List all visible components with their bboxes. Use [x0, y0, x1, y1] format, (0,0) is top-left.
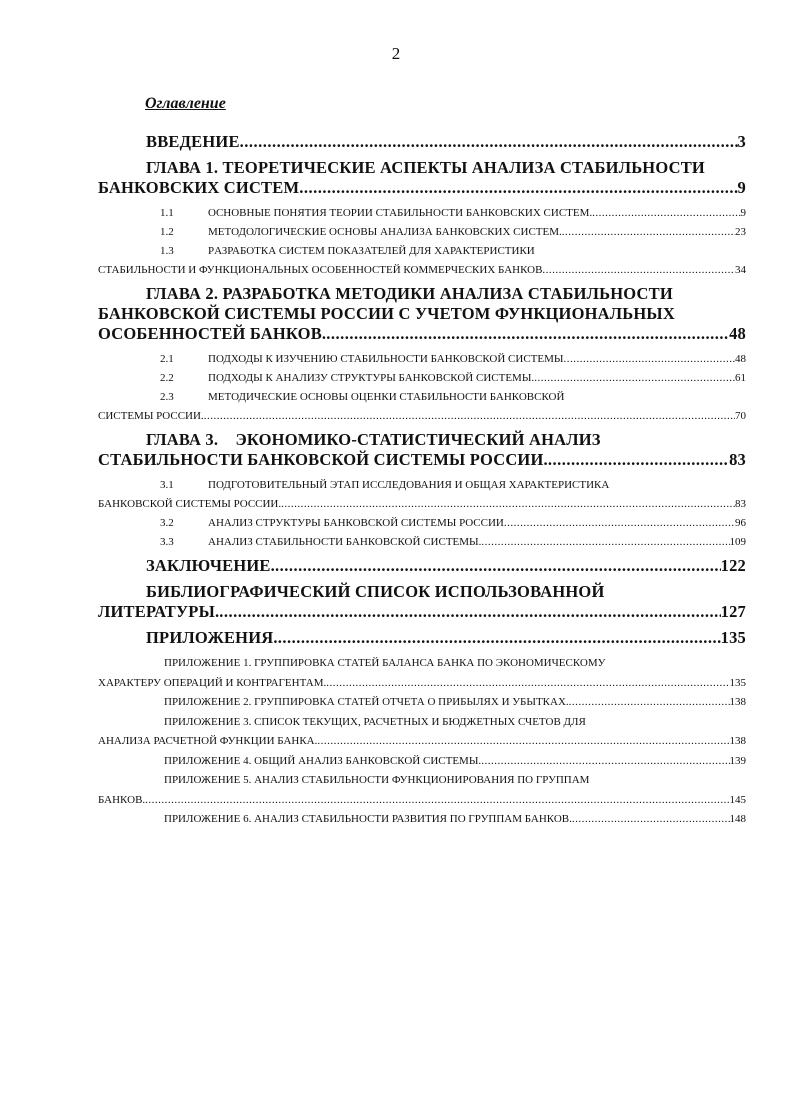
toc-page-number: 9 [737, 178, 746, 197]
toc-entry-title-line-2: банковской системы России. [98, 494, 282, 511]
leader-dots [219, 602, 720, 622]
toc-entry-title-line-1: Приложение 1. Группировка статей баланса банка по экономическому [164, 653, 606, 670]
toc-entry-appendix-4[interactable] [98, 750, 746, 770]
toc-entry-title-line-3: ОСОБЕННОСТЕЙ БАНКОВ. [98, 324, 327, 343]
section-number: 3.1 [160, 475, 174, 492]
toc-page-number: 23 [735, 222, 746, 239]
toc-entry-title: Методологические основы анализа банковских систем. [208, 222, 562, 239]
toc-entry-title: Анализ структуры банковской системы России [208, 513, 504, 530]
toc-entry-appendices[interactable] [98, 628, 746, 648]
toc-entry-title: Анализ стабильности банковской системы. [208, 532, 482, 549]
toc-page-number: 61 [735, 368, 746, 385]
toc-entry-section-2-2[interactable] [98, 367, 746, 386]
toc-entry-appendix-5[interactable] [98, 769, 746, 808]
toc-entry-title: ПРИЛОЖЕНИЯ. [146, 628, 278, 647]
leader-dots [145, 789, 729, 809]
toc-page-number: 48 [735, 349, 746, 366]
toc-entry-title-line-2: характеру операций и контрагентам. [98, 672, 327, 690]
leader-dots [481, 750, 729, 770]
toc-entry-title-line-2: анализа расчетной функции банка. [98, 731, 318, 748]
toc-page-number: 96 [735, 513, 746, 530]
toc-page-number: 145 [729, 789, 746, 807]
toc-entry-title-line-1: Разработка систем показателей для характеристики [208, 241, 535, 258]
section-number: 3.2 [160, 513, 174, 530]
leader-dots [204, 405, 735, 424]
toc-entry-title-line-1: ГЛАВА 2. РАЗРАБОТКА МЕТОДИКИ АНАЛИЗА СТАБИЛЬНОСТИ [146, 284, 673, 303]
section-number: 3.3 [160, 532, 174, 549]
toc-entry-title-line-2: стабильности и функциональных особенностей коммерческих банков [98, 260, 543, 277]
toc-entry-title: Подходы к анализу структуры банковской системы. [208, 368, 535, 385]
toc-entry-section-3-1[interactable] [98, 474, 746, 512]
section-number: 2.2 [160, 368, 174, 385]
section-number: 2.3 [160, 387, 174, 404]
leader-dots [504, 512, 735, 531]
toc-entry-title: Приложение 2. Группировка статей отчета о прибылях и убытках. [164, 692, 569, 709]
page-number: 2 [391, 44, 401, 63]
toc-page-number: 109 [729, 532, 746, 549]
toc-entry-title-line-1: Приложение 3. Список текущих, расчетных и бюджетных счетов для [164, 711, 586, 729]
leader-dots [563, 348, 735, 367]
toc-entry-section-2-1[interactable] [98, 348, 746, 367]
leader-dots [542, 259, 735, 278]
toc-entry-section-1-1[interactable] [98, 202, 746, 221]
toc-page-number: 9 [740, 203, 746, 220]
toc-page-number: 83 [729, 450, 746, 469]
leader-dots [240, 132, 738, 152]
toc-entry-section-2-3[interactable] [98, 386, 746, 424]
toc-entry-title-line-1: ГЛАВА 1. ТЕОРЕТИЧЕСКИЕ АСПЕКТЫ АНАЛИЗА СТАБИЛЬНОСТИ [146, 158, 705, 177]
leader-dots [569, 691, 730, 711]
toc-entry-title: Подходы к изучению стабильности банковской системы [208, 349, 564, 366]
toc-page-number: 135 [729, 672, 746, 690]
toc-entry-introduction[interactable] [98, 132, 746, 152]
leader-dots [326, 672, 729, 692]
toc-entry-title-line-1: ГЛАВА 3. ЭКОНОМИКО-СТАТИСТИЧЕСКИЙ АНАЛИЗ [146, 430, 601, 449]
toc-entry-title-line-2: БАНКОВСКОЙ СИСТЕМЫ РОССИИ С УЧЕТОМ ФУНКЦИОНАЛЬНЫХ [98, 304, 675, 323]
toc-entry-title-line-2: СТАБИЛЬНОСТИ БАНКОВСКОЙ СИСТЕМЫ РОССИИ. [98, 450, 548, 469]
toc-entry-title-line-1: Приложение 5. Анализ стабильности функционирования по группам [164, 770, 590, 787]
section-number: 1.2 [160, 222, 174, 239]
toc-heading: Оглавление [145, 95, 226, 112]
toc-page-number: 48 [729, 324, 746, 343]
leader-dots [299, 178, 737, 198]
section-number: 2.1 [160, 349, 174, 366]
leader-dots [534, 367, 735, 386]
toc-entry-title: Приложение 4. Общий анализ банковской системы. [164, 750, 482, 768]
toc-entry-appendix-2[interactable] [98, 691, 746, 711]
toc-entry-bibliography[interactable] [98, 582, 746, 622]
toc-page-number: 127 [720, 602, 746, 621]
leader-dots [326, 324, 729, 344]
toc-entry-title: Приложение 6. Анализ стабильности развития по группам банков. [164, 809, 572, 826]
toc-entry-section-3-3[interactable] [98, 531, 746, 550]
toc-page-number: 138 [729, 692, 746, 709]
toc-entry-chapter-1[interactable] [98, 158, 746, 198]
toc-entry-section-1-2[interactable] [98, 221, 746, 240]
toc-entry-title: Основные понятия теории стабильности банковских систем. [208, 203, 593, 220]
toc-page-number: 139 [729, 750, 746, 768]
leader-dots [275, 556, 721, 576]
toc-entry-title: ВВЕДЕНИЕ [146, 132, 240, 151]
table-of-contents [98, 132, 746, 828]
toc-page-number: 148 [729, 809, 746, 826]
leader-dots [562, 221, 735, 240]
toc-page-number: 135 [720, 628, 746, 647]
leader-dots [317, 730, 729, 750]
toc-entry-title-line-2: системы России. [98, 406, 204, 423]
toc-entry-title-line-1: БИБЛИОГРАФИЧЕСКИЙ СПИСОК ИСПОЛЬЗОВАННОЙ [146, 582, 605, 601]
toc-entry-section-3-2[interactable] [98, 512, 746, 531]
toc-page-number: 3 [737, 132, 746, 151]
toc-entry-title: ЗАКЛЮЧЕНИЕ. [146, 556, 275, 575]
section-number: 1.1 [160, 203, 174, 220]
section-number: 1.3 [160, 241, 174, 258]
toc-entry-title-line-2: ЛИТЕРАТУРЫ. [98, 602, 220, 621]
toc-page-number: 70 [735, 406, 746, 423]
leader-dots [572, 808, 730, 828]
leader-dots [548, 450, 729, 470]
toc-entry-title-line-2: БАНКОВСКИХ СИСТЕМ [98, 178, 300, 197]
toc-page-number: 122 [720, 556, 746, 575]
toc-entry-conclusion[interactable] [98, 556, 746, 576]
toc-entry-appendix-3[interactable] [98, 711, 746, 750]
toc-page-number: 34 [735, 260, 746, 277]
toc-page-number: 138 [729, 731, 746, 748]
leader-dots [281, 493, 735, 512]
leader-dots [481, 531, 729, 550]
toc-entry-appendix-1[interactable] [98, 652, 746, 691]
toc-entry-title-line-2: банков. [98, 789, 146, 807]
leader-dots [278, 628, 721, 648]
toc-entry-title-line-1: Методические основы оценки стабильности банковской [208, 387, 565, 404]
leader-dots [592, 202, 740, 221]
toc-entry-section-1-3[interactable] [98, 240, 746, 278]
toc-entry-title-line-1: Подготовительный этап исследования и общая характеристика [208, 475, 610, 492]
toc-entry-chapter-3[interactable] [98, 430, 746, 470]
toc-entry-chapter-2[interactable] [98, 284, 746, 344]
toc-entry-appendix-6[interactable] [98, 808, 746, 828]
toc-page-number: 83 [735, 494, 746, 511]
